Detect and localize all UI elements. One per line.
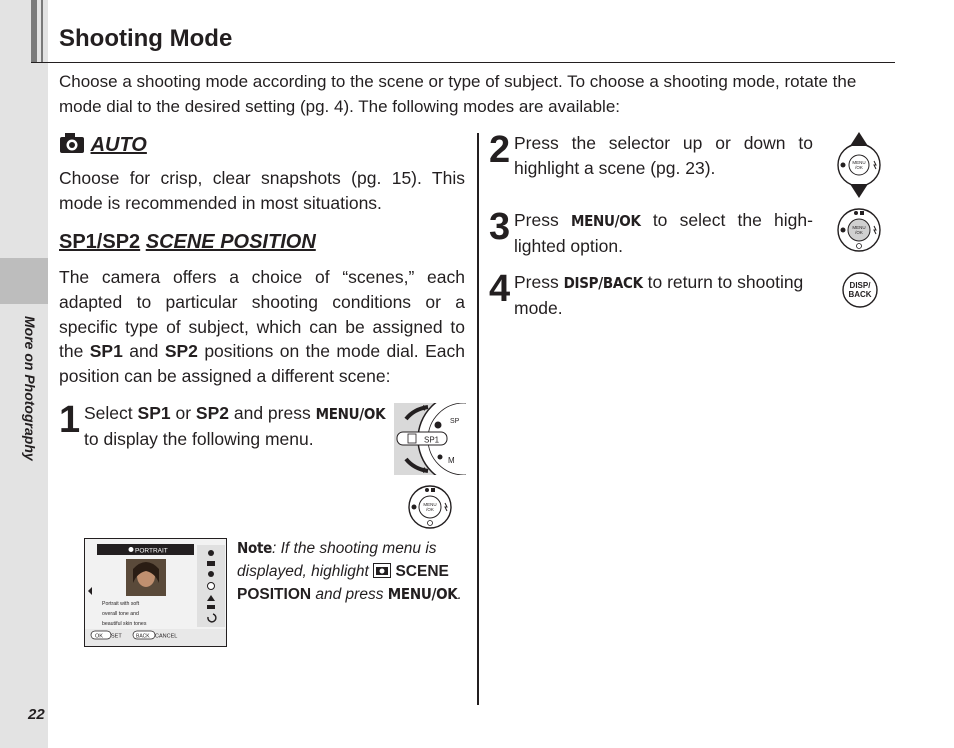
menu-text-2b: /OK — [855, 165, 863, 170]
step-4-key: DISP/BACK — [563, 274, 643, 292]
sp-bold-1: SP1 — [89, 341, 123, 362]
step-3-p1: Press — [514, 210, 559, 230]
auto-heading-text: AUTO — [90, 134, 147, 156]
down-arrow-icon — [850, 184, 868, 198]
mode-dial-illustration — [394, 403, 466, 475]
note-text-2: and press — [315, 586, 384, 603]
step-4-p2: to return to shooting mode. — [514, 272, 804, 318]
menu-text-1: MENU — [423, 502, 437, 507]
sp-text-2: and — [129, 341, 159, 362]
section-label: More on Photography — [22, 316, 38, 461]
page-title: Shooting Mode — [59, 25, 233, 52]
disp-text-2: BACK — [848, 290, 872, 299]
step-3-p2: to select the high-lighted option. — [514, 210, 813, 256]
title-accent — [31, 0, 37, 62]
note-paragraph — [237, 537, 462, 607]
dial-label: SP1 — [424, 435, 440, 445]
step-1-p1: Select — [84, 403, 133, 423]
camera-icon — [59, 132, 85, 154]
menu-text-1b: MENU — [852, 160, 866, 165]
step-1-key: MENU/OK — [315, 405, 386, 423]
note-bold: SCENE POSITION — [237, 562, 449, 603]
step-1-p2: or — [175, 403, 192, 423]
menu-text-2c: /OK — [855, 230, 863, 235]
title-rule — [31, 62, 895, 63]
menu-text-2: /OK — [426, 507, 434, 512]
step-1-number: 1 — [59, 399, 81, 441]
selector-up-down-illustration — [833, 132, 885, 198]
disp-back-button-illustration — [841, 271, 879, 309]
step-4-text — [514, 270, 816, 321]
title-accent-thin — [41, 0, 43, 62]
note-key: MENU/OK — [387, 585, 458, 603]
step-1-b2: SP2 — [195, 403, 229, 423]
svg-text:SP: SP — [450, 418, 460, 425]
note-text-3: . — [457, 586, 462, 603]
sp-bold-2: SP2 — [164, 341, 198, 362]
step-1-text — [84, 401, 389, 452]
sp-heading-b: SCENE POSITION — [145, 231, 316, 253]
menu-screen — [84, 538, 227, 647]
sp-text-1: The camera offers a choice of “scenes,” each adapted to particular shooting conditions or a specific type of subject, which can be assigned to the — [59, 267, 465, 362]
intro-paragraph: Choose a shooting mode according to the scene or type of subject. To choose a shooting mode, rotate the mode dial to the desired setting (pg. 4). The following modes are available: — [59, 72, 857, 116]
step-1-p4: to display the following menu. — [84, 428, 314, 449]
selector-button-step1 — [405, 484, 455, 530]
screen-title: PORTRAIT — [135, 547, 168, 555]
screen-cancel-label: CANCEL — [155, 633, 178, 640]
step-1-p3: and press — [233, 403, 311, 423]
step-4-p1: Press — [514, 272, 559, 292]
step-3-number: 3 — [489, 206, 511, 248]
step-2-text: Press the selector up or down to highlight a scene (pg. 23). — [514, 133, 813, 178]
menu-text-1c: MENU — [852, 225, 866, 230]
auto-paragraph: Choose for crisp, clear snapshots (pg. 15). This mode is recommended in most situations. — [59, 168, 465, 213]
step-3-text — [514, 208, 813, 259]
screen-back-label: BACK — [136, 633, 150, 640]
step-3-key: MENU/OK — [570, 212, 641, 230]
sp-heading — [59, 231, 316, 254]
section-tab — [0, 258, 48, 304]
auto-heading — [59, 132, 147, 157]
step-4-number: 4 — [489, 268, 511, 310]
up-arrow-icon — [850, 132, 868, 146]
step-2-number: 2 — [489, 129, 511, 171]
screen-set-label: SET — [111, 633, 122, 640]
svg-text:M: M — [448, 456, 455, 465]
scene-camera-icon — [373, 563, 391, 578]
screen-desc-2: overall tone and — [102, 611, 139, 617]
screen-desc-3: beautiful skin tones — [102, 621, 147, 627]
note-text-1: : If the shooting menu is displayed, highlight — [237, 540, 437, 580]
disp-text-1: DISP/ — [849, 281, 871, 290]
sp-paragraph — [59, 265, 465, 389]
page-number: 22 — [28, 706, 45, 723]
note-label: Note — [237, 539, 272, 557]
screen-desc-1: Portrait with soft — [102, 601, 140, 607]
sp-heading-a: SP1/SP2 — [59, 231, 141, 253]
column-divider — [477, 133, 479, 705]
menu-ok-button-illustration — [834, 207, 884, 253]
screen-ok-label: OK — [95, 633, 103, 640]
sp-text-3: positions on the mode dial. Each position can be assigned a different scene: — [59, 341, 465, 387]
step-1-b1: SP1 — [137, 403, 171, 423]
